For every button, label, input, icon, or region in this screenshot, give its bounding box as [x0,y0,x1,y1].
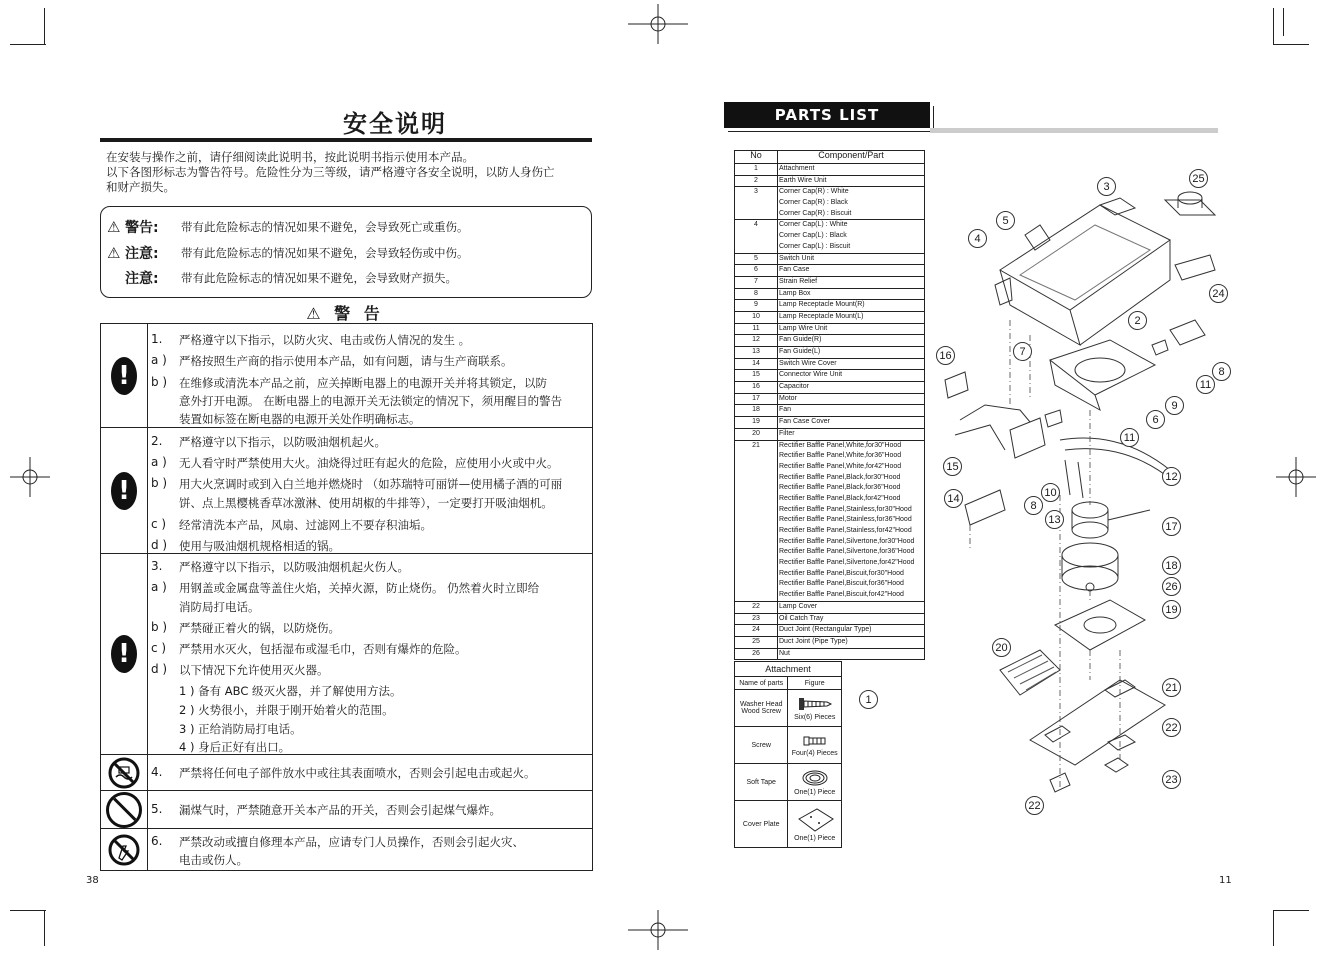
intro-line: 在安装与操作之前，请仔细阅读此说明书，按此说明书指示使用本产品。 [106,150,474,164]
column-header-no: No [735,151,778,164]
callout-10: 10 [1041,483,1060,502]
rule-number: 2. [151,434,163,448]
parts-list-header: PARTS LIST [724,102,930,128]
rule-number: b ) [151,620,168,634]
part-name: Rectifier Baffle Panel,Biscuit,for36"Hood [779,580,904,588]
part-name-cell [778,187,925,220]
rule-icon-cell [101,554,148,754]
part-number: 14 [735,358,778,370]
callout-9: 9 [1165,396,1184,415]
attachment-qty: Four(4) Pieces [791,749,838,757]
title-rule [100,138,592,142]
table-row [735,288,925,300]
part-name: Rectifier Baffle Panel,White,for42"Hood [779,462,902,470]
part-name: Fan Guide(R) [779,336,822,344]
hazard-label: 注意: [125,246,159,262]
part-name-cell [778,175,925,187]
part-name-cell [778,405,925,417]
rule-text: 严格遵守以下指示，以防吸油烟机起火伤人。 [179,560,409,574]
rule-number: c ) [151,641,167,655]
part-name: Fan Case [779,266,810,274]
hazard-level-row [107,217,469,237]
part-number: 6 [735,265,778,277]
hazard-label: 警告: [125,220,159,236]
part-name: Rectifier Baffle Panel,Silvertone,for36"Hood [779,548,915,556]
attachment-title: Attachment [735,662,842,677]
part-number: 13 [735,347,778,359]
attachment-qty: One(1) Piece [794,788,836,796]
rule-text: 电击或伤人。 [179,853,248,867]
cover-plate-icon [795,807,835,833]
rule-text: 严禁碰正着火的锅，以防烧伤。 [179,621,340,635]
hazard-legend-box [100,206,592,298]
part-number: 8 [735,288,778,300]
part-number: 25 [735,636,778,648]
part-name: Switch Wire Cover [779,359,837,367]
table-row [735,335,925,347]
callout-20: 20 [992,638,1011,657]
part-name-cell [778,253,925,265]
part-name: Corner Cap(R) : White [779,188,849,196]
rule-text: 2 ) 火势很小，并限于刚开始着火的范围。 [179,703,394,717]
exclamation-icon: ! [111,357,137,395]
attachment-figure [788,727,842,764]
rule-text: 漏煤气时，严禁随意开关本产品的开关，否则会引起煤气爆炸。 [179,803,501,817]
rule-icon-cell [101,755,148,790]
part-name: Duct Joint (Rectangular Type) [779,626,872,634]
part-name: Fan Guide(L) [779,348,821,355]
part-number: 22 [735,601,778,613]
part-name: Fan Case Cover [779,418,830,426]
screw-icon [797,696,833,712]
attachment-row [735,690,842,727]
part-number: 15 [735,370,778,382]
part-name: Corner Cap(L) : Biscuit [779,242,851,250]
rule-section [101,554,592,755]
callout-18: 18 [1162,556,1181,575]
warning-triangle-icon: ⚠ [306,304,335,323]
attachment-name: Cover Plate [735,801,788,848]
rule-number: d ) [151,662,168,676]
rule-number: c ) [151,517,167,531]
callout-26: 26 [1162,577,1181,596]
page-title: 安全说明 [343,110,447,138]
rule-text: 使用与吸油烟机规格相适的锅。 [179,539,340,553]
part-name: Rectifier Baffle Panel,Stainless,for42"Hood [779,527,912,534]
callout-5: 5 [996,211,1015,230]
part-name: Corner Cap(L) : White [779,221,848,229]
registration-mark [628,910,688,950]
attachment-figure [788,801,842,848]
hazard-text: 带有此危险标志的情况如果不避免，会导致轻伤或中伤。 [181,246,469,260]
table-row [735,358,925,370]
callout-14: 14 [944,489,963,508]
part-name: Rectifier Baffle Panel,Black,for36"Hood [779,484,901,492]
rule-text: 饼、点上黑樱桃香草冰激淋、使用胡椒的牛排等），一定要打开吸油烟机。 [179,496,553,510]
part-name: Lamp Box [779,289,811,297]
rule-section [101,428,592,554]
attachment-figure [788,764,842,801]
part-number: 3 [735,187,778,220]
rule-text: 3 ) 正给消防局打电话。 [179,722,302,736]
attachment-table [734,661,842,848]
part-name: Rectifier Baffle Panel,Stainless,for36"Hood [779,516,912,524]
part-name-cell [778,382,925,394]
column-header-part: Component/Part [778,151,925,164]
attachment-name: Screw [735,727,788,764]
rule-text: 4 ) 身后正好有出口。 [179,740,291,754]
part-name: Attachment [779,165,815,172]
rule-text: 装置如标签在断电器的电源开关处作明确标志。 [179,412,421,426]
part-name-cell [778,440,925,601]
part-name: Rectifier Baffle Panel,Silvertone,for42"Hood [779,559,915,567]
callout-13: 13 [1045,510,1064,529]
rule-number: d ) [151,538,168,552]
part-number: 11 [735,323,778,335]
page-number: 11 [1219,875,1232,886]
intro-line: 和财产损失。 [106,180,175,194]
part-name: Oil Catch Tray [779,614,824,622]
part-name-cell [778,358,925,370]
part-name: Lamp Wire Unit [779,324,828,332]
part-name-cell [778,311,925,323]
part-name: Rectifier Baffle Panel,White,for30"Hood [779,441,902,449]
callout-8: 8 [1212,362,1231,381]
part-name-cell [778,276,925,288]
part-number: 24 [735,625,778,637]
exclamation-icon: ! [111,472,137,510]
attachment-qty: Six(6) Pieces [794,713,836,721]
header-rule [930,128,1218,133]
rule-number: 4. [151,765,163,779]
intro-line: 以下各图形标志为警告符号。危险性分为三等级，请严格遵守各安全说明，以防人身伤亡 [106,165,555,179]
callout-12: 12 [1162,467,1181,486]
part-name-cell [778,393,925,405]
part-number: 16 [735,382,778,394]
rule-text: 严格遵守以下指示，以防火灾、电击或伤人情况的发生 。 [179,333,471,347]
part-name-cell [778,335,925,347]
part-name: Switch Unit [779,254,815,262]
part-name: Filter [779,429,795,437]
table-row [735,417,925,429]
part-number: 17 [735,393,778,405]
table-row [735,625,925,637]
hazard-text: 带有此危险标志的情况如果不避免，会导致财产损失。 [181,271,457,285]
part-name: Rectifier Baffle Panel,White,for36"Hood [779,452,902,460]
rule-text: 严格按照生产商的指示使用本产品，如有问题，请与生产商联系。 [179,354,513,368]
part-name: Nut [779,649,790,657]
rule-text: 用大火烹调时或到入白兰地并燃烧时 （如苏瑞特可丽饼—使用橘子酒的可丽 [179,477,563,491]
callout-11b: 11 [1120,428,1139,447]
callout-22: 22 [1162,718,1181,737]
rule-section [101,324,592,428]
table-row [735,164,925,176]
part-name-cell [778,323,925,335]
callout-7: 7 [1013,342,1032,361]
prohibited-icon [106,792,142,828]
attachment-row [735,801,842,848]
attachment-qty: One(1) Piece [794,834,836,842]
table-row [735,265,925,277]
part-number: 26 [735,648,778,660]
part-number: 10 [735,311,778,323]
rule-section [101,755,592,791]
part-number: 21 [735,440,778,601]
rule-number: 5. [151,802,163,816]
registration-mark [628,4,688,44]
table-row [735,370,925,382]
part-name: Corner Cap(R) : Biscuit [779,209,852,217]
callout-11: 11 [1196,375,1215,394]
attachment-row [735,764,842,801]
table-row [735,347,925,359]
callout-16: 16 [936,346,955,365]
part-name-cell [778,601,925,613]
rule-text: 严禁改动或擅自修理本产品，应请专门人员操作，否则会引起火灾、 [179,835,524,849]
part-number: 2 [735,175,778,187]
exploded-parts-diagram [930,160,1230,820]
warning-heading-text: 警 告 [334,304,384,323]
column-header-figure: Figure [788,677,842,690]
part-name: Fan [779,406,792,414]
rule-number: 6. [151,834,163,848]
part-name: Corner Cap(L) : Black [779,232,847,240]
rule-number: a ) [151,455,167,469]
callout-15: 15 [943,457,962,476]
callout-2: 2 [1128,311,1147,330]
part-name: Corner Cap(R) : Black [779,199,848,207]
table-row [735,220,925,253]
part-number: 9 [735,300,778,312]
warning-heading [100,301,590,324]
part-name-cell [778,625,925,637]
attachment-row [735,727,842,764]
callout-24: 24 [1209,284,1228,303]
part-name: Rectifier Baffle Panel,Stainless,for30"Hood [779,505,912,513]
part-name: Connector Wire Unit [779,371,843,379]
callout-4: 4 [968,229,987,248]
part-name-cell [778,300,925,312]
rule-text: 严禁用水灭火，包括湿布或湿毛巾，否则有爆炸的危险。 [179,642,467,656]
table-row [735,405,925,417]
parts-table [734,150,925,660]
part-number: 20 [735,428,778,440]
table-header-row [735,151,925,164]
part-name-cell [778,220,925,253]
rule-icon-cell [101,428,148,553]
warning-triangle-icon: ⚠ [107,244,121,262]
part-name: Strain Relief [779,277,818,285]
table-row [735,648,925,660]
attachment-name: Soft Tape [735,764,788,801]
part-number: 19 [735,417,778,429]
table-row [735,276,925,288]
part-name-cell [778,428,925,440]
rule-text: 在维修或清洗本产品之前，应关掉断电器上的电源开关并将其锁定，以防 [179,376,547,390]
rule-text: 意外打开电源。 在断电器上的电源开关无法锁定的情况下，须用醒目的警告 [179,394,563,408]
part-name-cell [778,417,925,429]
part-name: Lamp Receptacle Mount(L) [779,312,864,320]
rule-text: 消防局打电话。 [179,600,260,614]
callout-23: 23 [1162,770,1181,789]
part-name-cell [778,636,925,648]
column-header-name: Name of parts [735,677,788,690]
table-row [735,323,925,335]
table-row [735,428,925,440]
rule-text: 严禁将任何电子部件放水中或往其表面喷水，否则会引起电击或起火。 [179,766,536,780]
part-name: Rectifier Baffle Panel,Biscuit,for30"Hood [779,569,904,577]
no-disassembly-icon [108,834,140,866]
exclamation-icon: ! [111,635,137,673]
registration-mark [1276,457,1316,497]
table-row [735,300,925,312]
table-row [735,187,925,220]
part-name: Lamp Receptacle Mount(R) [779,301,865,309]
part-name-cell [778,164,925,176]
callout-3: 3 [1097,177,1116,196]
rule-text: 无人看守时严禁使用大火。油烧得过旺有起火的危险，应使用小火或中火。 [179,456,559,470]
callout-21: 21 [1162,678,1181,697]
hazard-text: 带有此危险标志的情况如果不避免，会导致死亡或重伤。 [181,220,469,234]
rule-icon-cell [101,324,148,427]
part-number: 12 [735,335,778,347]
no-water-icon [108,757,140,789]
part-number: 5 [735,253,778,265]
part-name: Motor [779,394,797,402]
attachment-name: Washer Head Wood Screw [735,690,788,727]
attachment-figure [788,690,842,727]
rule-text: 经常清洗本产品，风扇、过滤网上不要存积油垢。 [179,518,432,532]
table-row [735,601,925,613]
part-name: Rectifier Baffle Panel,Biscuit,for42"Hood [779,591,904,599]
part-number: 1 [735,164,778,176]
rule-text: 1 ) 备有 ABC 级灭火器，并了解使用方法。 [179,684,402,698]
part-name: Rectifier Baffle Panel,Black,for42"Hood [779,494,901,502]
table-row [735,311,925,323]
table-row [735,440,925,601]
part-name: Earth Wire Unit [779,176,827,184]
table-row [735,382,925,394]
rule-section [101,791,592,829]
part-name-cell [778,648,925,660]
warning-triangle-icon: ⚠ [107,218,121,236]
part-name-cell [778,370,925,382]
rule-text: 用钢盖或金属盘等盖住火焰，关掉火源，防止烧伤。 仍然着火时立即给 [179,581,540,595]
part-number: 4 [735,220,778,253]
part-name-cell [778,265,925,277]
part-name: Duct Joint (Pipe Type) [779,637,848,645]
table-row [735,175,925,187]
callout-25: 25 [1189,169,1208,188]
rule-number: a ) [151,353,167,367]
rule-icon-cell [101,829,148,870]
hazard-level-row [107,243,469,263]
table-row [735,393,925,405]
part-name-cell [778,347,925,359]
registration-mark [10,457,50,497]
rule-number: 1. [151,332,163,346]
rule-text: 严格遵守以下指示，以防吸油烟机起火。 [179,435,386,449]
callout-22b: 22 [1025,796,1044,815]
rule-text: 以下情况下允许使用灭火器。 [179,663,329,677]
hazard-level-row [107,268,457,288]
rule-number: 3. [151,559,163,573]
part-name-cell [778,613,925,625]
page-number: 38 [86,875,99,886]
table-row [735,253,925,265]
part-name: Rectifier Baffle Panel,Black,for30"Hood [779,473,901,481]
part-name: Capacitor [779,383,809,391]
part-number: 23 [735,613,778,625]
part-name-cell [778,288,925,300]
rule-number: b ) [151,476,168,490]
callout-19: 19 [1162,600,1181,619]
tape-roll-icon [801,769,829,787]
callout-17: 17 [1162,517,1181,536]
warning-rules-table [100,323,593,871]
rule-number: b ) [151,375,168,389]
callout-1: 1 [859,690,878,709]
part-name: Rectifier Baffle Panel,Silvertone,for30"Hood [779,537,915,545]
part-number: 18 [735,405,778,417]
callout-8b: 8 [1024,496,1043,515]
rule-section [101,829,592,870]
table-row [735,636,925,648]
table-row [735,613,925,625]
hazard-label: 注意: [125,271,159,287]
callout-6: 6 [1146,410,1165,429]
part-name: Lamp Cover [779,602,818,610]
part-number: 7 [735,276,778,288]
rule-icon-cell [101,791,148,828]
rule-number: a ) [151,580,167,594]
screw-icon [802,734,828,748]
